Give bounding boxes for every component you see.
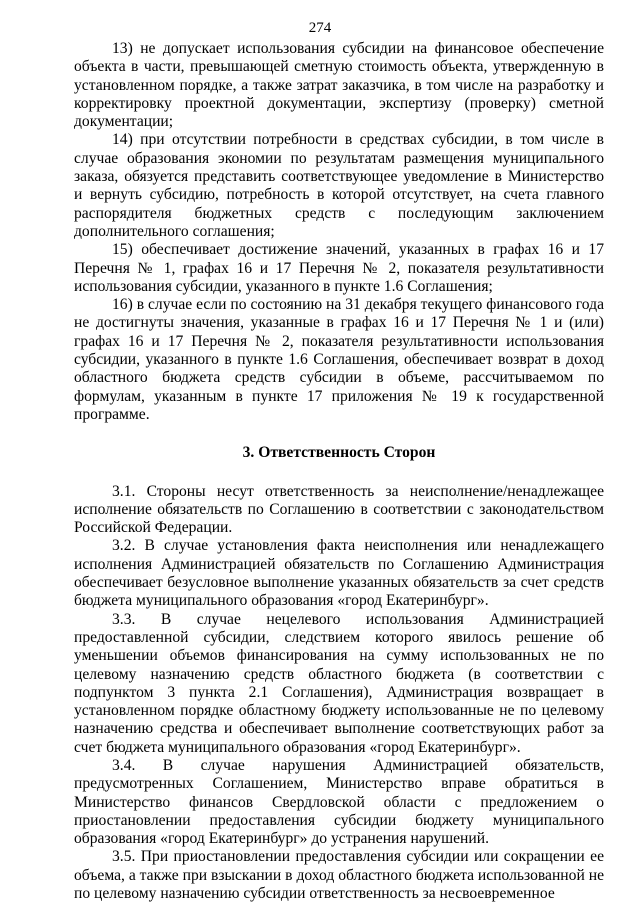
paragraph-3-2: 3.2. В случае установления факта неисполнения или ненадлежащего исполнения Администрацией обязательств по Соглашению Администрация обеспечивает безусловное выполнение указанных обязательств за счет средств бюджета муниципального образования «город Екатеринбург».	[74, 537, 604, 610]
paragraph-item-13: 13) не допускает использования субсидии на финансовое обеспечение объекта в части, превышающей сметную стоимость объекта, утвержденную в установленном порядке, а также затрат заказчика, в том числе на разработку и корректировку проектной документации, экспертизу (проверку) сметной документации;	[74, 40, 604, 131]
paragraph-3-4: 3.4. В случае нарушения Администрацией обязательств, предусмотренных Соглашением, Министерство вправе обратиться в Министерство финансов Свердловской области с предложением о приостановлении предоставления субсидии бюджету муниципального образования «город Екатеринбург» до устранения нарушений.	[74, 756, 604, 848]
paragraph-3-3: 3.3. В случае нецелевого использования Администрацией предоставленной субсидии, следствием которого явилось решение об уменьшении объемов финансирования на сумму использованных не по целевому назначению средств областного бюджета (в соответствии с подпунктом 3 пункта 2.1 Соглашения), Администрация возвращает в установленном порядке областному бюджету использованные не по целевому назначению средства и обеспечивает выполнение соответствующих работ за счет бюджета муниципального образования «город Екатеринбург».	[74, 610, 604, 756]
section-heading: 3. Ответственность Сторон	[242, 444, 436, 462]
paragraph-item-16: 16) в случае если по состоянию на 31 декабря текущего финансового года не достигнуты значения, указанные в графах 16 и 17 Перечня № 1 и (или) графах 16 и 17 Перечня № 2, показателя результативности использования субсидии, указанного в пункте 1.6 Соглашения, обеспечивает возврат в доход областного бюджета средств субсидии в объеме, рассчитываемом по формулам, указанным в пункте 17 приложения № 19 к государственной программе.	[74, 296, 604, 423]
paragraph-3-5: 3.5. При приостановлении предоставления субсидии или сокращении ее объема, а также при взыскании в доход областного бюджета использованной не по целевому назначению субсидии ответственность за несвоевременное	[74, 848, 604, 903]
paragraph-item-14: 14) при отсутствии потребности в средствах субсидии, в том числе в случае образования экономии по результатам размещения муниципального заказа, обязуется представить соответствующее уведомление в Министерство и вернуть субсидию, потребность в которой отсутствует, на счета главного распорядителя бюджетных средств с последующим заключением дополнительного соглашения;	[74, 131, 604, 240]
paragraph-3-1: 3.1. Стороны несут ответственность за неисполнение/ненадлежащее исполнение обязательств по Соглашению в соответствии с законодательством Российской Федерации.	[74, 482, 604, 537]
paragraph-item-15: 15) обеспечивает достижение значений, указанных в графах 16 и 17 Перечня № 1, графах 16 и 17 Перечня № 2, показателя результативности использования субсидии, указанного в пункте 1.6 Соглашения;	[74, 241, 604, 295]
page-number: 274	[308, 20, 332, 36]
